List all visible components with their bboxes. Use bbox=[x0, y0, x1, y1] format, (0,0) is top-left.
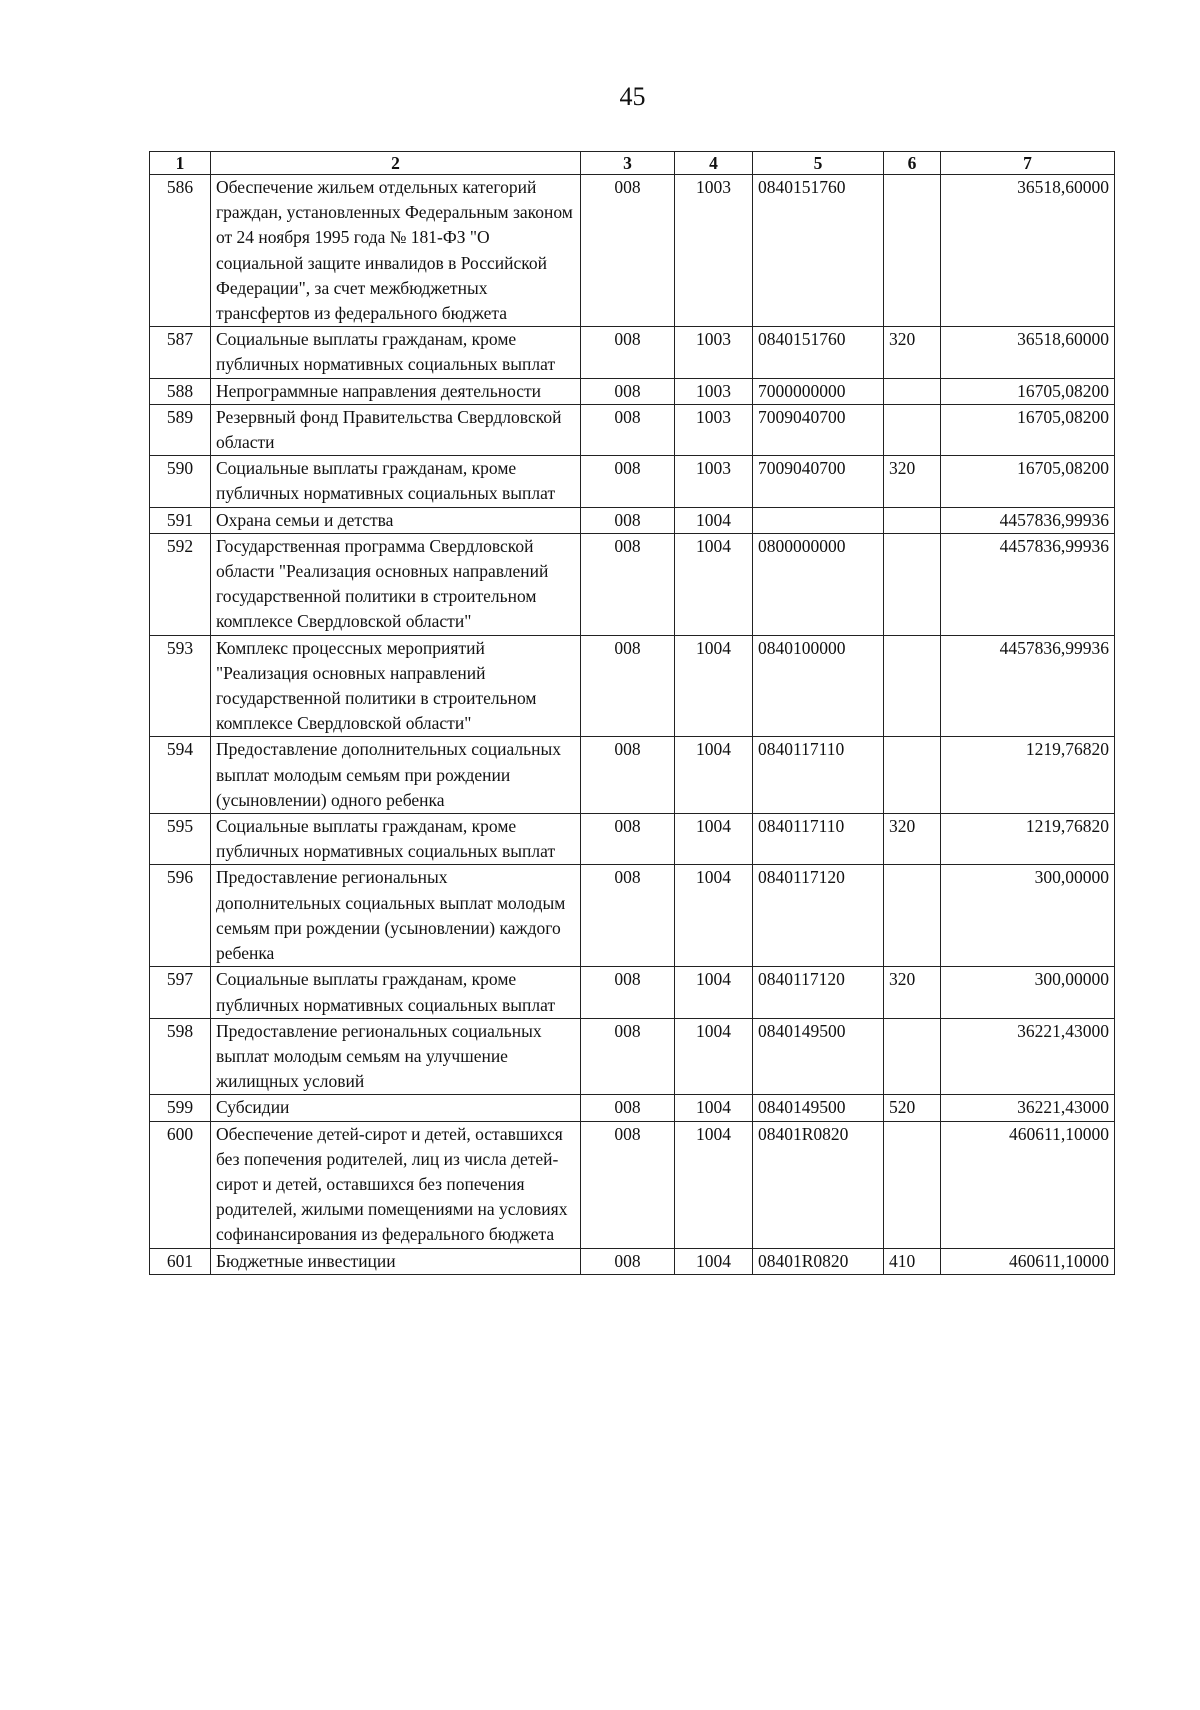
row-expense-type-code: 320 bbox=[884, 327, 941, 378]
row-name: Непрограммные направления деятельности bbox=[211, 378, 581, 404]
row-name: Резервный фонд Правительства Свердловской области bbox=[211, 404, 581, 455]
row-target-article-code: 7009040700 bbox=[753, 404, 884, 455]
table-row bbox=[150, 507, 1115, 533]
row-amount: 300,00000 bbox=[941, 967, 1115, 1018]
row-amount: 4457836,99936 bbox=[941, 533, 1115, 635]
row-grbs-code: 008 bbox=[581, 378, 675, 404]
row-section-code: 1004 bbox=[675, 1095, 753, 1121]
row-grbs-code: 008 bbox=[581, 404, 675, 455]
row-expense-type-code: 320 bbox=[884, 814, 941, 865]
row-amount: 16705,08200 bbox=[941, 404, 1115, 455]
row-section-code: 1004 bbox=[675, 865, 753, 967]
row-name: Обеспечение детей-сирот и детей, оставшихся без попечения родителей, лиц из числа детей-сирот и детей, оставшихся без попечения родителей, жилыми помещениями на условиях софинансирования из федерального бюджета bbox=[211, 1121, 581, 1248]
table-row bbox=[150, 1095, 1115, 1121]
row-section-code: 1004 bbox=[675, 635, 753, 737]
row-name: Государственная программа Свердловской области "Реализация основных направлений государственной политики в строительном комплексе Свердловской области" bbox=[211, 533, 581, 635]
budget-table bbox=[149, 151, 1115, 1275]
row-number: 591 bbox=[150, 507, 211, 533]
row-name: Социальные выплаты гражданам, кроме публичных нормативных социальных выплат bbox=[211, 456, 581, 507]
row-expense-type-code bbox=[884, 1018, 941, 1095]
row-grbs-code: 008 bbox=[581, 1095, 675, 1121]
row-number: 592 bbox=[150, 533, 211, 635]
header-col-3: 3 bbox=[581, 152, 675, 175]
row-amount: 1219,76820 bbox=[941, 814, 1115, 865]
row-grbs-code: 008 bbox=[581, 327, 675, 378]
row-amount: 36518,60000 bbox=[941, 175, 1115, 327]
row-number: 600 bbox=[150, 1121, 211, 1248]
row-section-code: 1004 bbox=[675, 814, 753, 865]
row-number: 595 bbox=[150, 814, 211, 865]
row-expense-type-code bbox=[884, 175, 941, 327]
row-expense-type-code bbox=[884, 507, 941, 533]
header-col-1: 1 bbox=[150, 152, 211, 175]
row-grbs-code: 008 bbox=[581, 865, 675, 967]
row-section-code: 1004 bbox=[675, 1121, 753, 1248]
row-target-article-code: 0840151760 bbox=[753, 327, 884, 378]
row-section-code: 1003 bbox=[675, 404, 753, 455]
row-expense-type-code: 320 bbox=[884, 967, 941, 1018]
header-col-7: 7 bbox=[941, 152, 1115, 175]
row-grbs-code: 008 bbox=[581, 1121, 675, 1248]
row-grbs-code: 008 bbox=[581, 814, 675, 865]
row-grbs-code: 008 bbox=[581, 533, 675, 635]
row-name: Обеспечение жильем отдельных категорий граждан, установленных Федеральным законом от 24 ноября 1995 года № 181-ФЗ "О социальной защите инвалидов в Российской Федерации", за счет межбюджетных трансфертов из федерального бюджета bbox=[211, 175, 581, 327]
row-target-article-code: 0840117120 bbox=[753, 967, 884, 1018]
row-target-article-code bbox=[753, 507, 884, 533]
row-target-article-code: 0840117120 bbox=[753, 865, 884, 967]
page-number: 45 bbox=[619, 82, 646, 111]
row-section-code: 1003 bbox=[675, 378, 753, 404]
row-expense-type-code: 410 bbox=[884, 1248, 941, 1274]
row-grbs-code: 008 bbox=[581, 175, 675, 327]
row-section-code: 1003 bbox=[675, 456, 753, 507]
row-name: Предоставление дополнительных социальных выплат молодым семьям при рождении (усыновлении) одного ребенка bbox=[211, 737, 581, 814]
row-expense-type-code: 320 bbox=[884, 456, 941, 507]
row-section-code: 1004 bbox=[675, 1248, 753, 1274]
row-amount: 36518,60000 bbox=[941, 327, 1115, 378]
row-number: 598 bbox=[150, 1018, 211, 1095]
table-row bbox=[150, 1121, 1115, 1248]
table-header bbox=[150, 152, 1115, 175]
row-name: Предоставление региональных дополнительных социальных выплат молодым семьям при рождении (усыновлении) каждого ребенка bbox=[211, 865, 581, 967]
row-name: Предоставление региональных социальных выплат молодым семьям на улучшение жилищных условий bbox=[211, 1018, 581, 1095]
row-target-article-code: 08401R0820 bbox=[753, 1121, 884, 1248]
row-name: Охрана семьи и детства bbox=[211, 507, 581, 533]
row-number: 596 bbox=[150, 865, 211, 967]
table-row bbox=[150, 327, 1115, 378]
row-section-code: 1003 bbox=[675, 327, 753, 378]
table-row bbox=[150, 865, 1115, 967]
table-row bbox=[150, 175, 1115, 327]
table-row bbox=[150, 456, 1115, 507]
row-amount: 4457836,99936 bbox=[941, 635, 1115, 737]
header-col-6: 6 bbox=[884, 152, 941, 175]
header-col-4: 4 bbox=[675, 152, 753, 175]
row-amount: 16705,08200 bbox=[941, 378, 1115, 404]
header-row bbox=[150, 152, 1115, 175]
table-row bbox=[150, 967, 1115, 1018]
row-target-article-code: 08401R0820 bbox=[753, 1248, 884, 1274]
row-number: 589 bbox=[150, 404, 211, 455]
table-row bbox=[150, 635, 1115, 737]
row-number: 587 bbox=[150, 327, 211, 378]
row-amount: 300,00000 bbox=[941, 865, 1115, 967]
row-number: 599 bbox=[150, 1095, 211, 1121]
row-name: Социальные выплаты гражданам, кроме публичных нормативных социальных выплат bbox=[211, 327, 581, 378]
row-target-article-code: 0840117110 bbox=[753, 814, 884, 865]
row-target-article-code: 7000000000 bbox=[753, 378, 884, 404]
row-section-code: 1003 bbox=[675, 175, 753, 327]
row-number: 594 bbox=[150, 737, 211, 814]
row-number: 590 bbox=[150, 456, 211, 507]
row-name: Бюджетные инвестиции bbox=[211, 1248, 581, 1274]
row-target-article-code: 0840149500 bbox=[753, 1095, 884, 1121]
row-section-code: 1004 bbox=[675, 533, 753, 635]
row-target-article-code: 0840149500 bbox=[753, 1018, 884, 1095]
row-grbs-code: 008 bbox=[581, 635, 675, 737]
row-section-code: 1004 bbox=[675, 967, 753, 1018]
row-number: 593 bbox=[150, 635, 211, 737]
row-expense-type-code bbox=[884, 737, 941, 814]
row-expense-type-code bbox=[884, 1121, 941, 1248]
row-target-article-code: 0840100000 bbox=[753, 635, 884, 737]
row-grbs-code: 008 bbox=[581, 456, 675, 507]
row-grbs-code: 008 bbox=[581, 507, 675, 533]
row-expense-type-code bbox=[884, 865, 941, 967]
row-number: 586 bbox=[150, 175, 211, 327]
row-target-article-code: 7009040700 bbox=[753, 456, 884, 507]
row-section-code: 1004 bbox=[675, 507, 753, 533]
row-number: 601 bbox=[150, 1248, 211, 1274]
row-grbs-code: 008 bbox=[581, 1248, 675, 1274]
row-number: 588 bbox=[150, 378, 211, 404]
table-row bbox=[150, 533, 1115, 635]
row-number: 597 bbox=[150, 967, 211, 1018]
row-amount: 460611,10000 bbox=[941, 1248, 1115, 1274]
row-grbs-code: 008 bbox=[581, 737, 675, 814]
row-amount: 36221,43000 bbox=[941, 1018, 1115, 1095]
table-row bbox=[150, 1018, 1115, 1095]
table-row bbox=[150, 378, 1115, 404]
row-amount: 36221,43000 bbox=[941, 1095, 1115, 1121]
row-section-code: 1004 bbox=[675, 737, 753, 814]
row-expense-type-code bbox=[884, 635, 941, 737]
table-row bbox=[150, 814, 1115, 865]
row-grbs-code: 008 bbox=[581, 967, 675, 1018]
row-grbs-code: 008 bbox=[581, 1018, 675, 1095]
row-target-article-code: 0800000000 bbox=[753, 533, 884, 635]
table-row bbox=[150, 737, 1115, 814]
row-section-code: 1004 bbox=[675, 1018, 753, 1095]
header-col-2: 2 bbox=[211, 152, 581, 175]
table-row bbox=[150, 1248, 1115, 1274]
row-expense-type-code bbox=[884, 533, 941, 635]
row-amount: 4457836,99936 bbox=[941, 507, 1115, 533]
row-expense-type-code bbox=[884, 404, 941, 455]
row-amount: 460611,10000 bbox=[941, 1121, 1115, 1248]
row-target-article-code: 0840117110 bbox=[753, 737, 884, 814]
row-amount: 16705,08200 bbox=[941, 456, 1115, 507]
row-name: Субсидии bbox=[211, 1095, 581, 1121]
row-target-article-code: 0840151760 bbox=[753, 175, 884, 327]
row-name: Социальные выплаты гражданам, кроме публичных нормативных социальных выплат bbox=[211, 967, 581, 1018]
header-col-5: 5 bbox=[753, 152, 884, 175]
row-expense-type-code: 520 bbox=[884, 1095, 941, 1121]
table-body bbox=[150, 175, 1115, 1275]
row-expense-type-code bbox=[884, 378, 941, 404]
row-name: Социальные выплаты гражданам, кроме публичных нормативных социальных выплат bbox=[211, 814, 581, 865]
table-row bbox=[150, 404, 1115, 455]
row-name: Комплекс процессных мероприятий "Реализация основных направлений государственной политики в строительном комплексе Свердловской области" bbox=[211, 635, 581, 737]
row-amount: 1219,76820 bbox=[941, 737, 1115, 814]
